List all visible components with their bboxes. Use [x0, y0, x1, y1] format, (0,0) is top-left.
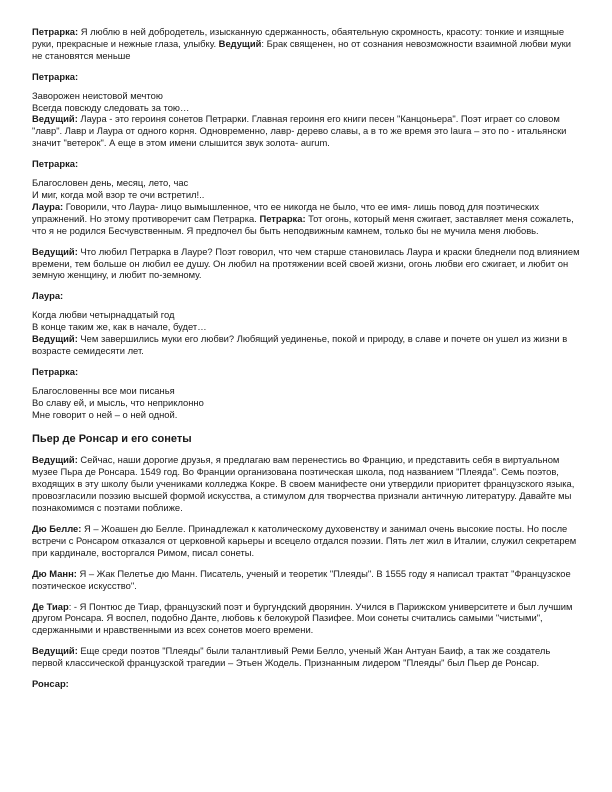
- verse-line: Всегда повсюду следовать за тою…: [32, 101, 190, 113]
- paragraph-text: Чем завершились муки его любви? Любящий уединенье, покой и природу, в славе и почете он ушел из жизни в возрасте семидесяти лет.: [32, 333, 568, 356]
- speaker-heading: Ронсар:: [32, 678, 69, 690]
- verse-line: В конце таким же, как в начале, будет…: [32, 321, 207, 333]
- paragraph-text: Я – Жоашен дю Белле. Принадлежал к католическому духовенству и занимал очень высокие посты. Но после встречи с Ронсаром отказался от церковной карьеры и всецело отдался поэзии. Пять лет жил в Италии, служил секретарем при кардинале, восторгался Римом, писал сонеты.: [32, 523, 577, 558]
- paragraph: [32, 568, 580, 592]
- paragraph-text: Лаура - это героиня сонетов Петрарки. Главная героиня его книги песен "Канцоньера". Поэт играет со словом "лавр". Лавр и Лаура от одного корня. Одновременно, лавр- дерево славы, а в то же время это laura – это по - итальянски значит "ветерок". А еще в этом имени слышится звук золота- aurum.: [32, 113, 567, 149]
- speaker-label: Ведущий:: [32, 454, 78, 466]
- paragraph-text: Я – Жак Пелетье дю Манн. Писатель, ученый и теоретик "Плеяды". В 1555 году я написал трактат "Французское поэтическое искусство".: [32, 567, 571, 591]
- speaker-heading: Лаура:: [32, 290, 64, 302]
- verse-line: Мне говорит о ней – о ней одной.: [32, 408, 178, 420]
- speaker-label: Ведущий: [218, 37, 262, 49]
- paragraph-text: Что любил Петрарка в Лауре? Поэт говорил, что чем старше становилась Лаура и краски бледнели под влиянием времени, тем больше он любил ее душу. Он любил на протяжении всей своей жизни, огонь любви его сжигает, и любит он земную женщину, и любит по-земному.: [32, 245, 580, 281]
- paragraph: [32, 601, 580, 637]
- speaker-label: Петрарка:: [32, 26, 79, 37]
- speaker-label: Ведущий:: [32, 645, 78, 657]
- speaker-label: Ведущий:: [32, 113, 78, 125]
- paragraph-text: : - Я Понтюс де Тиар, французский поэт и бургундский дворянин. Учился в Парижском университете и был лучшим другом Ронсара. Я воспел, подобно Данте, любовь к белокурой Пазифее. Мои сонеты считались самыми "чистыми", сдержанными и нравственными из всех сонетов моего времени.: [32, 600, 573, 636]
- speaker-heading: Петрарка:: [32, 158, 79, 170]
- speaker-label: Де Тиар: [32, 600, 69, 612]
- speaker-heading: Петрарка:: [32, 365, 79, 377]
- speaker-label: Дю Манн:: [32, 567, 77, 579]
- paragraph-text: Тот огонь, который меня сжигает, заставляет меня сожалеть, что я не родился Бесчувственным. Я предпочел бы быть неподвижным камнем, только бы не мучила меня любовь.: [32, 212, 574, 236]
- speaker-label: Петрарка:: [259, 212, 306, 224]
- paragraph-text: Еще среди поэтов "Плеяды" были талантливый Реми Белло, ученый Жан Антуан Баиф, а так же создатель первой классической французской трагедии – Этьен Жодель. Признанным лидером "Плеяды" был Пьер де Ронсар.: [32, 645, 551, 669]
- paragraph-text: Говорили, что Лаура- лицо вымышленное, что ее никогда не было, что ее имя- лишь повод для поэтических упражнений. Но этому противоречит сам Петрарка.: [32, 200, 540, 224]
- paragraph-text: Сейчас, наши дорогие друзья, я предлагаю вам перенестись во Францию, и представить себя в виртуальном музее Пьра де Ронсара. 1549 год. Во Франции организована поэтическая школа, под названием "Плеяда". Семь поэтов, входящих в эту школу были учениками колледжа Кокре. В своем манифесте они утвердили приоритет французского языка, провозгласили поэзию высшей формой искусства, а стимулом для творчества признали античную литературу. Давайте мы познакомимся с поэтами поближе.: [32, 454, 575, 514]
- paragraph-text: Я люблю в ней добродетель, изысканную сдержанность, обаятельную скромность, красоту: тонкие и изящные руки, прекрасные и нежные глаза, улыбку.: [32, 26, 565, 49]
- verse-line: И миг, когда мой взор те очи встретил!..: [32, 188, 205, 200]
- paragraph: [32, 246, 580, 282]
- verse-line: Благословен день, месяц, лето, час: [32, 177, 189, 189]
- speaker-label: Дю Белле:: [32, 523, 82, 534]
- verse-line: Во славу ей, и мысль, что неприклонно: [32, 396, 204, 408]
- paragraph: [32, 26, 580, 62]
- speaker-label: Лаура:: [32, 200, 64, 212]
- paragraph: [32, 523, 580, 559]
- verse-line: Благословенны все мои писанья: [32, 384, 175, 396]
- paragraph-text: : Брак священен, но от сознания невозможности взаимной любви муки не становятся меньше: [32, 37, 571, 61]
- paragraph: [32, 113, 580, 149]
- paragraph: [32, 645, 580, 669]
- verse-line: Когда любви четырнадцатый год: [32, 309, 175, 321]
- speaker-label: Ведущий:: [32, 333, 78, 345]
- paragraph: [32, 201, 580, 237]
- speaker-label: Ведущий:: [32, 245, 78, 257]
- paragraph: [32, 333, 580, 357]
- speaker-heading: Петрарка:: [32, 70, 79, 82]
- paragraph: [32, 454, 580, 514]
- section-title: Пьер де Ронсар и его сонеты: [32, 433, 192, 446]
- verse-line: Заворожен неистовой мечтою: [32, 89, 163, 101]
- document-page: [32, 26, 580, 697]
